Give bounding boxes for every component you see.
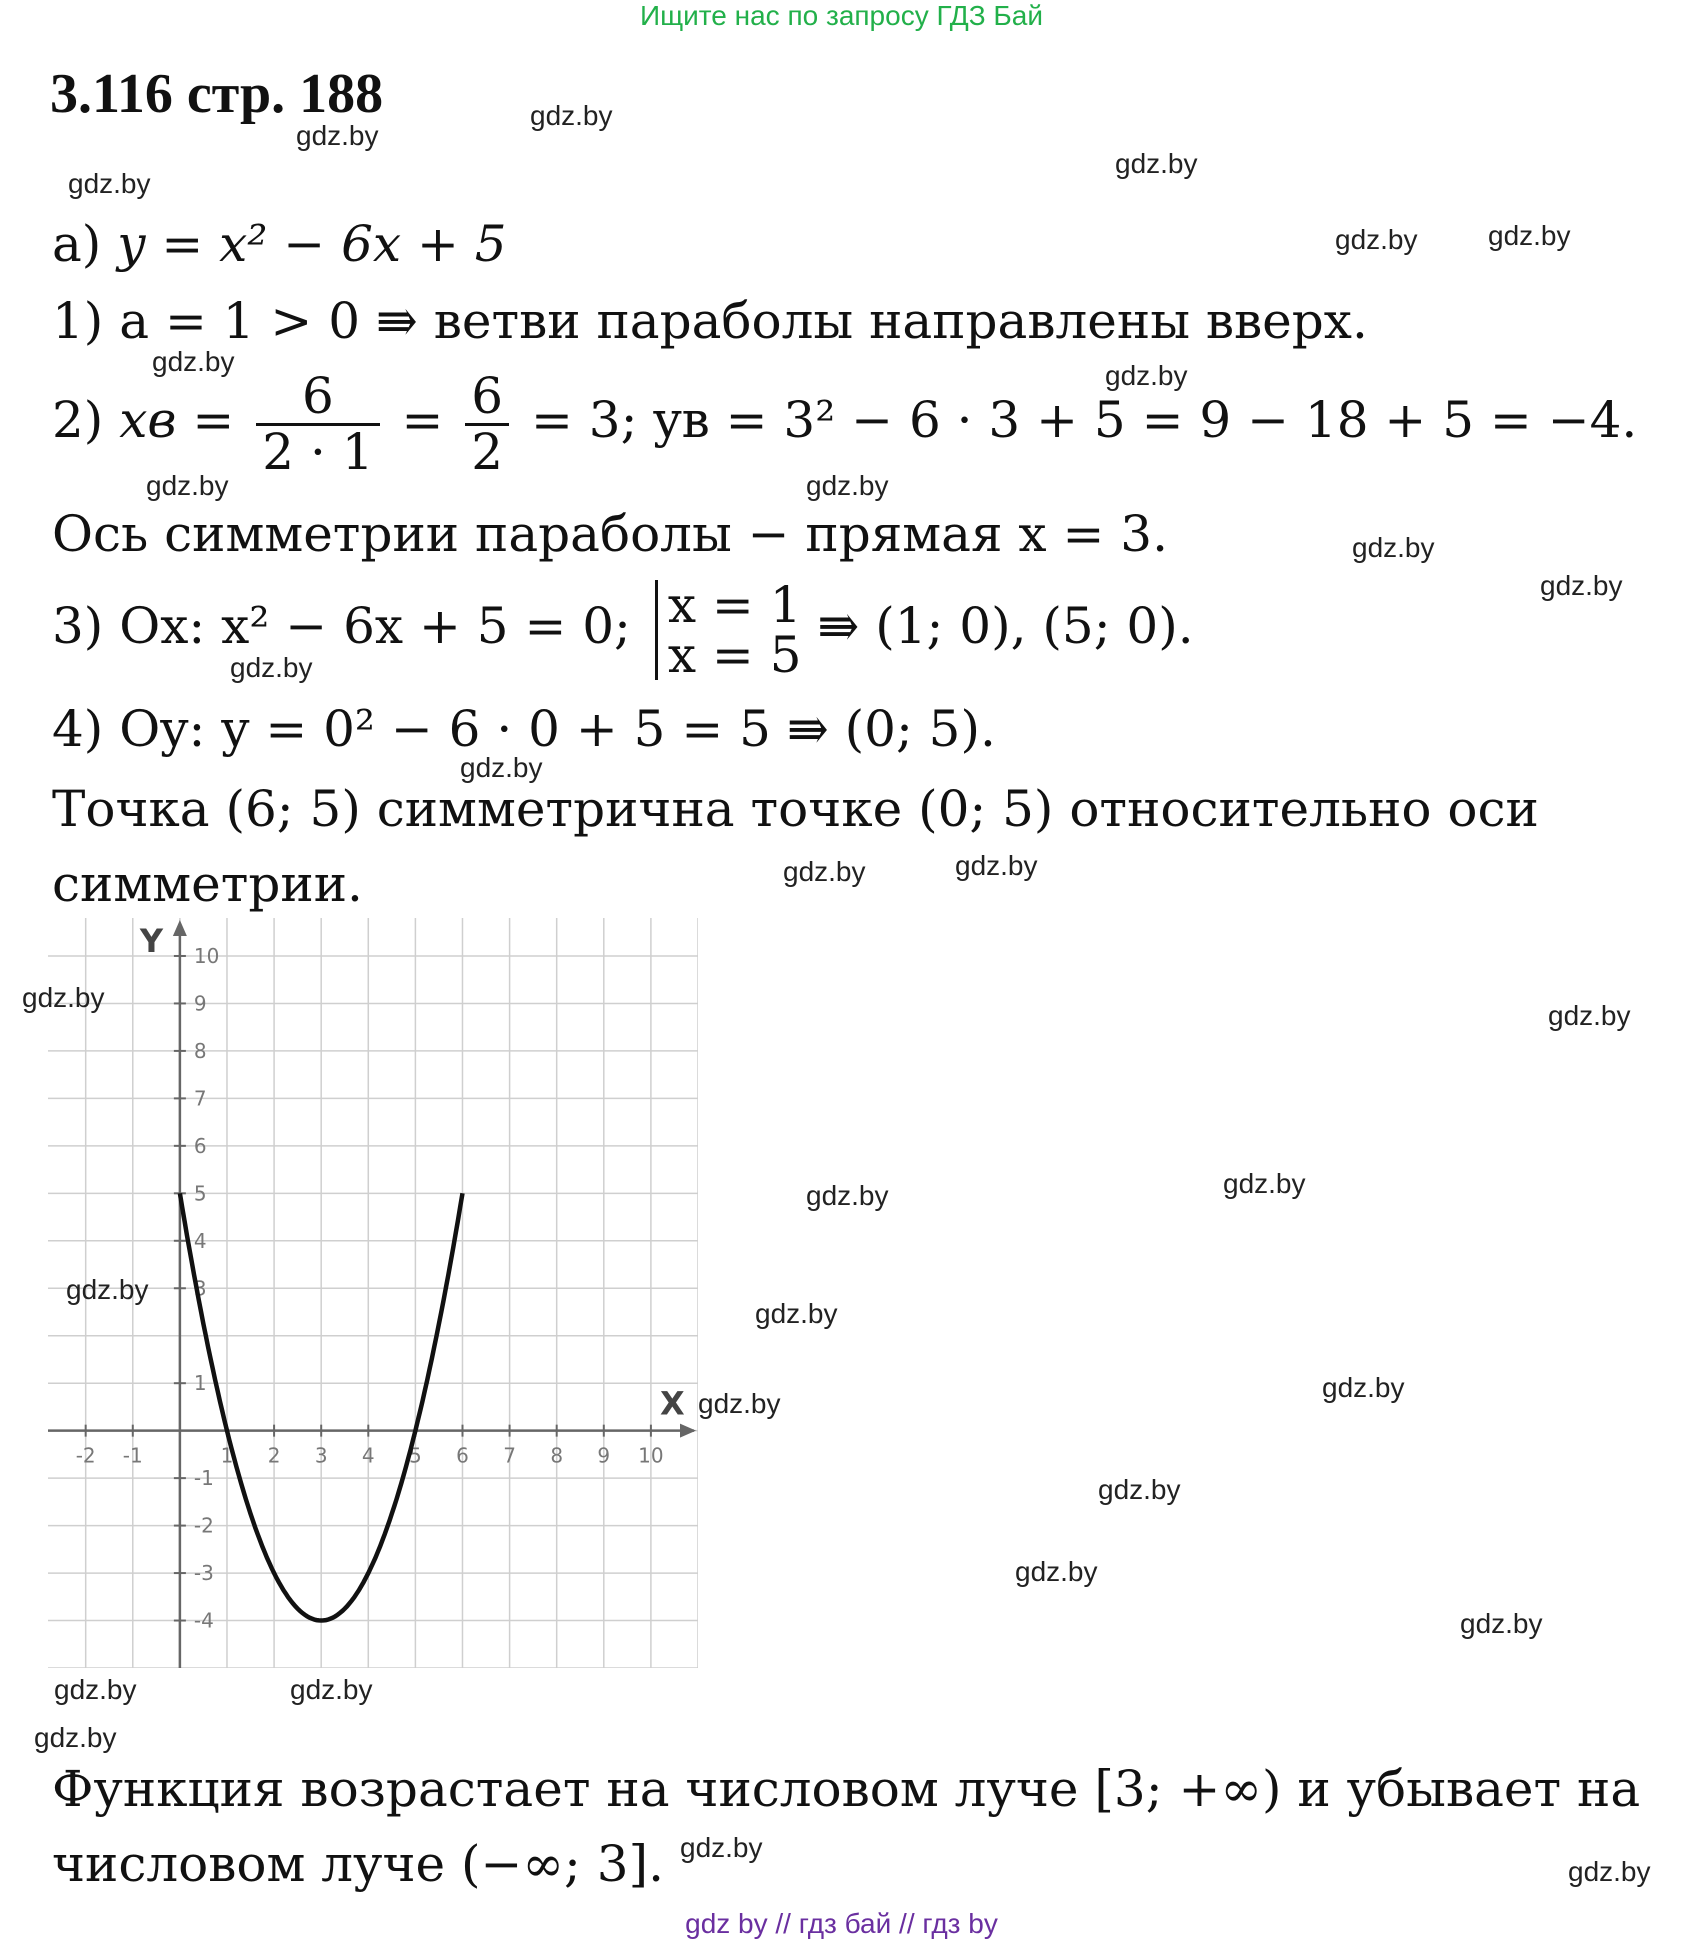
- top-banner[interactable]: Ищите нас по запросу ГДЗ Бай: [639, 0, 1044, 31]
- y-tick-label: -4: [193, 1608, 214, 1633]
- watermark: gdz.by: [230, 652, 313, 683]
- y-tick-label: 4: [193, 1228, 207, 1253]
- symmetry-text-2: симметрии.: [52, 855, 363, 913]
- watermark: gdz.by: [1540, 570, 1623, 601]
- watermark: gdz.by: [806, 470, 889, 501]
- footer-links[interactable]: gdz by // гдз бай // гдз by: [685, 1908, 998, 1939]
- watermark: gdz.by: [152, 346, 235, 377]
- watermark: gdz.by: [290, 1674, 373, 1705]
- x-axis-label: X: [660, 1384, 685, 1423]
- root-1: x = 1: [667, 576, 802, 634]
- y-tick-label: 1: [193, 1371, 207, 1396]
- watermark: gdz.by: [34, 1722, 117, 1753]
- x-tick-label: 6: [456, 1443, 469, 1468]
- conclusion-text-1: Функция возрастает на числовом луче [3; +∞) и убывает на: [52, 1760, 1641, 1818]
- watermark: gdz.by: [955, 850, 1038, 881]
- fraction-1: [256, 367, 379, 481]
- watermark: gdz.by: [1015, 1556, 1098, 1587]
- step-2-xv: xв =: [119, 391, 235, 449]
- y-tick-label: -2: [193, 1513, 214, 1538]
- y-axis-label: Y: [139, 922, 164, 960]
- watermark: gdz.by: [22, 982, 105, 1013]
- y-tick-label: 8: [193, 1038, 207, 1063]
- step-3-equation: 3) Ox: x² − 6x + 5 = 0;: [52, 597, 631, 655]
- y-tick-label: 5: [193, 1181, 207, 1206]
- watermark: gdz.by: [296, 120, 379, 151]
- step-3-result: ⇛ (1; 0), (5; 0).: [817, 597, 1194, 655]
- y-tick-label: 6: [193, 1133, 207, 1158]
- x-tick-label: 1: [220, 1443, 234, 1468]
- y-tick-label: 10: [193, 943, 220, 968]
- step-1-number: 1): [52, 292, 104, 350]
- watermark: gdz.by: [680, 1832, 763, 1863]
- watermark: gdz.by: [755, 1298, 838, 1329]
- watermark: gdz.by: [1352, 532, 1435, 563]
- watermark: gdz.by: [783, 856, 866, 887]
- page-title: 3.116 стр. 188: [50, 63, 384, 125]
- roots-bracket: [655, 576, 802, 684]
- part-a-line: [52, 215, 507, 273]
- fraction-1-numerator: 6: [256, 370, 379, 426]
- x-tick-label: 3: [314, 1443, 328, 1468]
- step-3-line: [52, 576, 1194, 684]
- step-2-number: 2): [52, 391, 104, 449]
- axis-of-symmetry-line: Ось симметрии параболы − прямая x = 3.: [52, 505, 1169, 563]
- watermark: gdz.by: [1488, 220, 1571, 251]
- watermark: gdz.by: [530, 100, 613, 131]
- x-tick-label: -2: [75, 1443, 96, 1468]
- step-1-line: [52, 292, 1368, 350]
- watermark: gdz.by: [54, 1674, 137, 1705]
- step-2-equals: =: [401, 391, 444, 449]
- x-tick-label: 10: [638, 1443, 664, 1468]
- x-tick-label: 7: [503, 1443, 516, 1468]
- watermark: gdz.by: [698, 1388, 781, 1419]
- watermark: gdz.by: [1335, 224, 1418, 255]
- part-a-label: а): [52, 215, 102, 273]
- watermark: gdz.by: [146, 470, 229, 501]
- conclusion-text-2: числовом луче (−∞; 3].: [52, 1835, 665, 1893]
- watermark: gdz.by: [806, 1180, 889, 1211]
- y-tick-label: 7: [193, 1086, 207, 1111]
- y-tick-label: -3: [193, 1561, 214, 1586]
- fraction-1-denominator: 2 · 1: [262, 422, 374, 481]
- step-2-line: [52, 367, 1638, 481]
- watermark: gdz.by: [1548, 1000, 1631, 1031]
- step-1-text: a = 1 > 0 ⇛ ветви параболы направлены вверх.: [119, 292, 1368, 350]
- x-tick-label: 4: [361, 1443, 375, 1468]
- fraction-2-numerator: 6: [465, 370, 509, 426]
- watermark: gdz.by: [1223, 1168, 1306, 1199]
- step-4-line: 4) Oy: y = 0² − 6 · 0 + 5 = 5 ⇛ (0; 5).: [52, 700, 996, 758]
- fraction-2-denominator: 2: [471, 422, 504, 481]
- step-2-rest: = 3; yв = 3² − 6 · 3 + 5 = 9 − 18 + 5 = −4.: [530, 391, 1638, 449]
- watermark: gdz.by: [68, 168, 151, 199]
- watermark: gdz.by: [1105, 360, 1188, 391]
- watermark: gdz.by: [66, 1274, 149, 1305]
- watermark: gdz.by: [1098, 1474, 1181, 1505]
- watermark: gdz.by: [460, 752, 543, 783]
- x-tick-label: 2: [267, 1443, 281, 1468]
- fraction-2: [465, 367, 509, 481]
- x-tick-label: 5: [409, 1443, 422, 1468]
- root-2: x = 5: [667, 626, 802, 684]
- part-a-function: y = x² − 6x + 5: [117, 215, 507, 273]
- y-tick-label: 3: [193, 1276, 207, 1301]
- x-tick-label: 9: [597, 1443, 611, 1468]
- watermark: gdz.by: [1115, 148, 1198, 179]
- y-axis-arrow: [173, 920, 187, 936]
- y-tick-label: -1: [193, 1466, 214, 1491]
- watermark: gdz.by: [1568, 1856, 1651, 1887]
- y-tick-label: 9: [193, 991, 207, 1016]
- x-tick-label: -1: [122, 1443, 143, 1468]
- watermark: gdz.by: [1460, 1608, 1543, 1639]
- watermark: gdz.by: [1322, 1372, 1405, 1403]
- x-axis-arrow: [680, 1424, 696, 1438]
- x-tick-label: 8: [550, 1443, 564, 1468]
- symmetry-text-1: Точка (6; 5) симметрична точке (0; 5) относительно оси: [52, 780, 1539, 838]
